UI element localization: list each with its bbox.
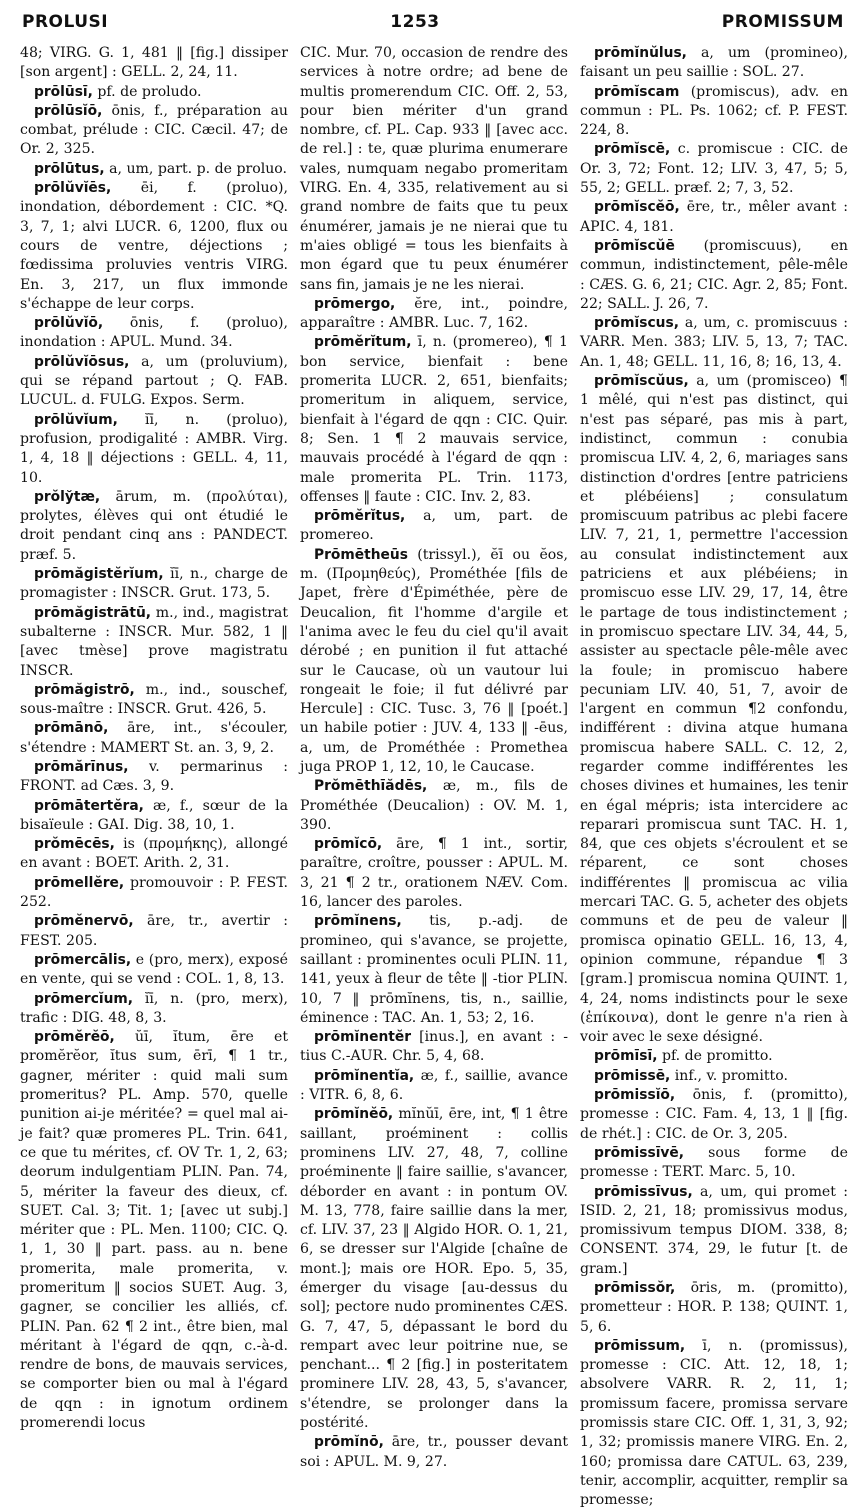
dictionary-entry: [580, 1067, 848, 1086]
entry-headword: prōmĭscŭē: [594, 237, 675, 254]
entry-definition: a, um (promisceo) ¶ 1 mêlé, qui n'est pas distinct, qui n'est pas séparé, pas mis à part, indistinct, commun : conubia promiscua LIV. 4, 2, 6, mariages sans distinction d'ordres [entre patriciens et plébéiens] ; consulatum promiscuum patribus ac plebi facere LIV. 7, 21, 1, permettre l'accession au consulat indistinctement aux patriciens et aux plébéiens; in promiscuo esse LIV. 29, 17, 14, être le partage de tous indistinctement ; in promiscuo spectare LIV. 34, 44, 5, assister au spectacle pêle-mêle avec la foule; in promiscuo habere pecuniam LIV. 40, 51, 7, avoir de l'argent en commun ¶2 confondu, indifférent : divina atque humana promiscua habere SALL. C. 12, 2, regarder comme indifférentes les choses divines et humaines, les tenir en égal mépris; ista intercidere ac reparari promiscua sunt TAC. H. 1, 84, que ces objets s'écroulent et se réparent, ce sont choses indifférentes ‖ promiscua ac vilia mercari TAC. G. 5, acheter des objets communs et de peu de valeur ‖ promisca opinatio GELL. 16, 13, 4, opinion commune, répandue ¶ 3 [gram.] promiscua nomina QUINT. 1, 4, 24, noms indistincts pour le sexe (ἐπίκοινα), dont le genre n'a rien à voir avec le sexe désigné.: [580, 373, 848, 1046]
dictionary-entry: [20, 44, 288, 83]
entry-definition: [inus.], en avant : -tius C.-AUR. Chr. 5, 4, 68.: [300, 1029, 568, 1065]
entry-definition: ōnis, f., préparation au combat, prélude : CIC. Cæcil. 47; de Or. 2, 325.: [20, 102, 288, 158]
entry-definition: ĭī, n. (proluo), profusion, prodigalité : AMBR. Virg. 1, 4, 18 ‖ déjections : GELL. 4, 11, 10.: [20, 411, 288, 486]
entry-definition: (promiscuus), en commun, indistinctement, pêle-mêle : CÆS. G. 6, 21; CIC. Agr. 2, 85; Font. 22; SALL. J. 26, 7.: [580, 237, 848, 312]
entry-definition: ōnis, f. (proluo), inondation : APUL. Mund. 34.: [20, 315, 289, 351]
entry-headword: prōmĭscĕō,: [594, 199, 680, 216]
dictionary-entry: [20, 874, 288, 913]
entry-headword: prōlūtus,: [34, 160, 105, 177]
dictionary-entry: [300, 295, 568, 334]
entry-headword: prōmĭscam: [594, 83, 680, 100]
dictionary-entry: [580, 198, 848, 237]
entry-definition: m., ind., souschef, sous-maître : INSCR. Grut. 426, 5.: [20, 681, 289, 718]
entry-definition: ŭī, ĭtum, ēre et promĕrĕor, ĭtus sum, ērī, ¶ 1 tr., gagner, mériter : quid mali sum promeritus? PL. Amp. 570, quelle punition ai-je méritée? = quel mal ai-je fait? quæ promeres PL. Trin. 641, ce que tu mérites, cf. OV Tr. 1, 2, 63; deorum indulgentiam PLIN. Pan. 74, 5, mériter la faveur des dieux, cf. SUET. Cal. 3; Tit. 1; [avec ut subj.] mériter que : PL. Men. 1100; CIC. Q. 1, 1, 30 ‖ part. pass. au n. bene promerita, male promerita, v. promeritum ‖ socios SUET. Aug. 3, gagner, se concilier les alliés, cf. PLIN. Pan. 62 ¶ 2 int., être bien, mal méritant à l'égard de qqn, c.-à-d. rendre de bons, de mauvais services, se comporter bien ou mal à l'égard de qqn : in ignotum ordinem promerendi locus: [20, 1029, 288, 1432]
dictionary-entry: [300, 333, 568, 507]
entry-definition: mĭnŭī, ēre, int, ¶ 1 être saillant, proéminent : collis prominens LIV. 27, 48, 7, colline proéminente ‖ faire saillie, s'avancer, déborder en avant : in pontum OV. M. 13, 778, faire saillie dans la mer, cf. LIV. 37, 23 ‖ Algido HOR. O. 1, 21, 6, se dresser sur l'Algide [chaîne de mont.]; mais ore HOR. Epo. 5, 35, émerger du visage [au-dessus du sol]; pectore nudo prominentes CÆS. G. 7, 47, 5, dépassant le bord du rempart avec leur poitrine nue, se penchant... ¶ 2 [fig.] in posteritatem prominere LIV. 28, 43, 5, s'avancer, s'étendre, se prolonger dans la postérité.: [300, 1106, 568, 1432]
entry-definition: āre, tr., avertir : FEST. 205.: [20, 913, 289, 949]
dictionary-entry: [580, 314, 848, 372]
entry-headword: prōmātertĕra,: [34, 797, 144, 814]
entry-definition: æ, f., sœur de la bisaïeule : GAI. Dig. 38, 10, 1.: [20, 797, 289, 833]
entry-headword: prōlŭvĭēs,: [34, 180, 112, 197]
dictionary-entry: [20, 160, 288, 179]
entry-headword: Prōmētheūs: [314, 546, 408, 563]
dictionary-entry: [20, 951, 288, 990]
entry-definition: a, um (proluvium), qui se répand partout ; Q. FAB. LUCUL. d. FULG. Expos. Serm.: [20, 353, 288, 409]
entry-definition: ĕre, int., poindre, apparaître : AMBR. Luc. 7, 162.: [300, 295, 568, 332]
dictionary-entry: [580, 237, 848, 314]
dictionary-entry: [580, 1337, 848, 1511]
entry-definition: m., ind., magistrat subalterne : INSCR. Mur. 582, 1 ‖ [avec tmèse] prove magistratu INSCR.: [20, 604, 288, 679]
dictionary-entry: [580, 140, 848, 198]
entry-headword: prōmissīvus,: [594, 1183, 693, 1200]
entry-headword: prōmĕrĭtum,: [314, 334, 412, 351]
entry-headword: prōmăgistrō,: [34, 681, 135, 698]
entry-headword: prōmĕrĭtus,: [314, 508, 406, 525]
entry-headword: prōlŭvĭō,: [34, 315, 104, 332]
page-number: 1253: [390, 12, 440, 32]
entry-definition: ōnis, f. (promitto), promesse : CIC. Fam. 4, 13, 1 ‖ [fig. de rhét.] : CIC. de Or. 3, 205.: [580, 1087, 849, 1142]
entry-headword: prōlūsĭō,: [34, 102, 103, 119]
entry-headword: prōmăgistĕrĭum,: [34, 566, 164, 583]
dictionary-entry: [20, 719, 288, 758]
entry-definition: tis, p.-adj. de promineo, qui s'avance, se projette, saillant : prominentes oculi PLIN. 11, 141, yeux à fleur de tête ‖ -tior PLIN. 10, 7 ‖ prōmĭnens, tis, n., saillie, éminence : TAC. An. 1, 53; 2, 16.: [300, 913, 569, 1026]
entry-definition: ārum, m. (προλύται), prolytes, élèves qui ont étudié le droit pendant cinq ans : PANDECT. præf. 5.: [20, 488, 289, 563]
entry-definition: æ, m., fils de Prométhée (Deucalion) : OV. M. 1, 390.: [300, 778, 568, 833]
entry-definition: pf. de promitto.: [661, 1048, 773, 1065]
column-left: [20, 44, 289, 1432]
entry-headword: prōmĭnō,: [314, 1434, 384, 1451]
dictionary-entry: [300, 1105, 568, 1433]
column-right: [580, 44, 849, 1509]
entry-headword: prōmĭnentĭa,: [314, 1067, 415, 1084]
entry-definition: āre, tr., pousser devant soi : APUL. M. 9, 27.: [300, 1434, 568, 1470]
running-head-right: PROMISSUM: [721, 12, 844, 32]
entry-definition: ĭī, n. (pro, merx), trafic : DIG. 48, 8, 3.: [20, 990, 288, 1026]
dictionary-entry: [580, 1047, 848, 1066]
entry-definition: (promiscus), adv. en commun : PL. Ps. 1062; cf. P. FEST. 224, 8.: [580, 83, 848, 139]
entry-definition: inf., v. promitto.: [674, 1067, 788, 1084]
entry-definition: æ, f., saillie, avance : VITR. 6, 8, 6.: [300, 1067, 568, 1104]
column-middle: [300, 44, 569, 1470]
entry-definition: pf. de proludo.: [97, 83, 202, 100]
dictionary-entry: [300, 1028, 568, 1067]
dictionary-entry: [300, 1433, 568, 1472]
entry-definition: ēi, f. (proluo), inondation, débordement : CIC. *Q. 3, 7, 1; alvi LUCR. 6, 1200, flux ou cours de ventre, déjections ; fœdissima proluvies ventris VIRG. En. 3, 217, un flux immonde s'échappe de leur corps.: [20, 180, 288, 312]
entry-definition: ĭī, n., charge de promagister : INSCR. Grut. 173, 5.: [20, 566, 288, 602]
entry-definition: sous forme de promesse : TERT. Marc. 5, 10.: [580, 1144, 848, 1181]
entry-headword: prŏlўtæ,: [34, 488, 101, 505]
entry-definition: (trissyl.), ĕī ou ĕos, m. (Προμηθεύς), Prométhée [fils de Japet, frère d'Épiméthée, père de Deucalion, fit l'homme d'argile et l'anima avec le feu du ciel qu'il avait dérobé ; en punition il fut attaché sur le Caucase, où un vautour lui rongeait le foie; il fut délivré par Hercule] : CIC. Tusc. 3, 76 ‖ [poét.] un habile potier : JUV. 4, 133 ‖ -ēus, a, um, de Prométhée : Promethea juga PROP 1, 12, 10, le Caucase.: [300, 546, 568, 775]
entry-definition: ēre, tr., mêler avant : APIC. 4, 181.: [580, 199, 848, 235]
entry-definition: a, um, qui promet : ISID. 2, 21, 18; promissivus modus, promissivum tempus DIOM. 338, 8; CONSENT. 374, 29, le futur [t. de gram.]: [580, 1183, 848, 1277]
dictionary-entry: [580, 83, 848, 141]
page-header: [22, 8, 844, 36]
dictionary-entry: [580, 44, 848, 83]
entry-headword: prōmercālis,: [34, 951, 132, 968]
dictionary-entry: [300, 44, 568, 295]
entry-headword: prōmĭscus,: [594, 315, 679, 332]
entry-headword: Prŏmēthīădēs,: [314, 778, 428, 795]
entry-headword: prōmissĭō,: [594, 1087, 676, 1104]
entry-definition: ī, n. (promissus), promesse : CIC. Att. 12, 18, 1; absolvere VARR. R. 2, 11, 1; promissum facere, promissa servare promissis stare CIC. Off. 1, 31, 3, 92; 1, 32; promissis manere VIRG. En. 2, 160; promissa dare CATUL. 63, 239, tenir, accomplir, acquitter, remplir sa promesse;: [580, 1337, 849, 1509]
entry-headword: prōmĭnens,: [314, 913, 402, 930]
dictionary-entry: [20, 797, 288, 836]
entry-definition: is (προμήκης), allongé en avant : BOET. Arith. 2, 31.: [20, 836, 289, 872]
dictionary-entry: [580, 1183, 848, 1279]
entry-headword: prōmărīnus,: [34, 758, 129, 775]
dictionary-entry: [20, 990, 288, 1029]
entry-headword: prōmĭscē,: [594, 141, 671, 158]
dictionary-entry: [20, 411, 288, 488]
entry-definition: ī, n. (promereo), ¶ 1 bon service, bienfait : bene promerita LUCR. 2, 651, bienfaits; promeritum in aliquem, service, bienfait à l'égard de qqn : CIC. Quir. 8; Sen. 1 ¶ 2 mauvais service, mauvais procédé à l'égard de qqn : male promerita PL. Trin. 1173, offenses ‖ faute : CIC. Inv. 2, 83.: [300, 334, 568, 505]
entry-headword: prōmissŏr,: [594, 1280, 676, 1296]
entry-definition: a, um (promineo), faisant un peu saillie : SOL. 27.: [580, 45, 849, 81]
dictionary-entry: [20, 681, 288, 720]
entry-headword: prōlŭvĭōsus,: [34, 353, 130, 370]
entry-headword: prŏmēcēs,: [34, 836, 115, 853]
dictionary-entry: [300, 546, 568, 778]
entry-definition: v. permarinus : FRONT. ad Cæs. 3, 9.: [20, 758, 288, 795]
entry-headword: prōmīsī,: [594, 1048, 658, 1065]
entry-headword: prōmissē,: [594, 1067, 671, 1084]
dictionary-entry: [20, 835, 288, 874]
dictionary-columns: [20, 44, 849, 1509]
entry-headword: prōmĭcō,: [314, 836, 383, 853]
dictionary-entry: [20, 912, 288, 951]
entry-headword: prōmăgistrātū,: [34, 604, 152, 621]
dictionary-entry: [300, 912, 568, 1028]
entry-definition: promouvoir : P. FEST. 252.: [20, 874, 288, 911]
dictionary-entry: [20, 83, 288, 102]
dictionary-entry: [20, 353, 288, 411]
dictionary-entry: [20, 102, 288, 160]
dictionary-entry: [580, 372, 848, 1047]
entry-headword: prōmercĭum,: [34, 990, 134, 1007]
entry-definition: a, um, part. p. de proluo.: [109, 160, 287, 177]
entry-headword: prōmissīvē,: [594, 1144, 685, 1161]
entry-headword: prōmissum,: [594, 1337, 686, 1354]
dictionary-entry: [300, 507, 568, 546]
entry-headword: prōmĭnŭlus,: [594, 45, 687, 61]
dictionary-entry: [580, 1279, 848, 1337]
dictionary-entry: [580, 1144, 848, 1183]
entry-headword: prōmĭscŭus,: [594, 373, 689, 390]
entry-definition: 48; VIRG. G. 1, 481 ‖ [fig.] dissiper [son argent] : GELL. 2, 24, 11.: [20, 45, 288, 81]
entry-definition: āre, int., s'écouler, s'étendre : MAMERT St. an. 3, 9, 2.: [20, 720, 288, 756]
entry-headword: prōmĭnentĕr: [314, 1029, 412, 1046]
entry-headword: prōlŭvĭum,: [34, 411, 118, 428]
dictionary-entry: [300, 835, 568, 912]
dictionary-entry: [300, 777, 568, 835]
entry-definition: c. promiscue : CIC. de Or. 3, 72; Font. 12; LIV. 3, 47, 5; 5, 55, 2; GELL. præf. 2; 7, 3, 52.: [580, 141, 848, 197]
dictionary-entry: [20, 314, 288, 353]
entry-headword: prōmĕnervō,: [34, 913, 134, 930]
entry-definition: e (pro, merx), exposé en vente, qui se vend : COL. 1, 8, 13.: [20, 951, 288, 988]
dictionary-entry: [20, 179, 288, 314]
entry-definition: a, um, part. de promereo.: [300, 508, 568, 544]
entry-headword: prōmĭnĕō,: [314, 1106, 394, 1123]
dictionary-entry: [20, 758, 288, 797]
entry-headword: prōlūsī,: [34, 83, 93, 100]
entry-headword: prōmellĕre,: [34, 874, 125, 891]
entry-definition: ōris, m. (promitto), prometteur : HOR. P. 138; QUINT. 1, 5, 6.: [580, 1280, 848, 1335]
running-head-left: PROLUSI: [22, 12, 109, 32]
dictionary-entry: [20, 488, 288, 565]
entry-headword: prōmergo,: [314, 295, 396, 312]
entry-definition: a, um, c. promiscuus : VARR. Men. 383; LIV. 5, 13, 7; TAC. An. 1, 48; GELL. 11, 16, 8; 16, 13, 4.: [580, 315, 848, 370]
dictionary-entry: [20, 604, 288, 681]
dictionary-entry: [300, 1067, 568, 1106]
entry-definition: CIC. Mur. 70, occasion de rendre des services à notre ordre; ad bene de multis promerendum CIC. Off. 2, 53, pour bien mériter d'un grand nombre, cf. PL. Cap. 933 ‖ [avec acc. de rel.] : te, quæ plurima enumerare vales, numquam negabo promeritam VIRG. En. 4, 335, relativement au si grand nombre de faits que tu peux énumérer, jamais je ne nierai que tu m'aies obligé = tous les bienfaits à mon égard que tu peux énumérer sans fin, jamais je ne les nierai.: [300, 45, 568, 293]
entry-definition: āre, ¶ 1 int., sortir, paraître, croître, pousser : APUL. M. 3, 21 ¶ 2 tr., orationem NÆV. Com. 16, lancer des paroles.: [300, 836, 568, 911]
dictionary-entry: [580, 1086, 848, 1144]
entry-headword: prōmĕrĕō,: [34, 1029, 115, 1046]
entry-headword: prōmānō,: [34, 720, 109, 737]
dictionary-entry: [20, 565, 288, 604]
dictionary-entry: [20, 1028, 288, 1433]
